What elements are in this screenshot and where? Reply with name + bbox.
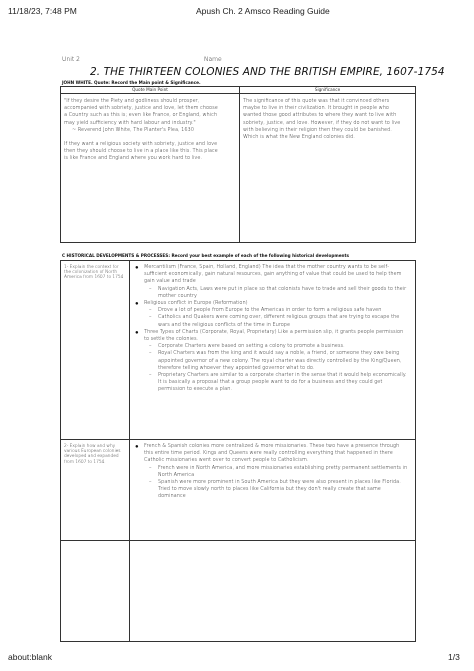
list-item: ● Mercantilism (France, Spain, Holland, England) The idea that the mother country wants to be self-sufficient economically, gain natural resources, gain anything of value that could be used to help them gain value and trade – Navigation Acts, Laws were put in place so that colonists have to trade and sell their goods to their mother country <box>144 264 409 300</box>
developments-table <box>60 260 416 642</box>
prompt-cell-empty <box>61 541 130 642</box>
significance-line: The significance of this quote was that it convinced others <box>243 98 390 104</box>
list-subitem: – Drove a lot of people from Europe to the Americas in order to form a religious safe haven <box>149 307 382 314</box>
print-title: Apush Ch. 2 Amsco Reading Guide <box>196 6 330 16</box>
significance-line: sobriety, justice, and love. However, if they do not want to live <box>243 119 401 126</box>
bullet-icon: ● <box>135 328 139 336</box>
significance-col-header: Significance <box>240 87 416 94</box>
name-label: Name <box>204 56 222 63</box>
answer-cell-empty <box>130 541 416 642</box>
prompt-cell <box>61 261 130 440</box>
quote-line: "If they desire the Piety and godliness should prosper, <box>64 98 200 104</box>
significance-line: wanted those good attributes to where they want to live with <box>243 112 397 119</box>
quote-col-header: Quote Main Point <box>61 87 240 94</box>
list-subitem: – Navigation Acts, Laws were put in place so that colonists have to trade and sell their goods to their mother country <box>149 285 407 299</box>
main-point-line: then they should choose to live in a place like this. This place <box>64 148 218 155</box>
list-subitem: – Royal Charters was from the king and it would say a noble, a friend, or someone they owe being appointed governor of a new colony. The royal charter was directly controlled by the King/Queen, therefore telling whoever they appointed governor what to do. <box>149 350 402 371</box>
list-item: ● Three Types of Charts (Corporate, Royal, Proprietary) Like a permission slip, it grants people permission to settle the colonies. – Corporate Charters were based on setting a colony to promote a business. – Royal Charters was from the king and it would say a noble, a friend, or someone they owe being appointed governor of a new colony. The royal charter was directly controlled by the King/Queen, therefore telling whoever they appointed governor what to do. – Proprietary Charters are similar to a corporate charter in the sense that it would help economically. It is basically a proposal that a group people want to do for a business and they could get permission to execute a plan. <box>144 329 409 394</box>
bullet-icon: ● <box>135 443 139 450</box>
prompt-cell <box>61 440 130 541</box>
page-title: 2. THE THIRTEEN COLONIES AND THE BRITISH EMPIRE, 1607-1754 <box>90 66 445 78</box>
quote-attribution: ~ Reverend John White, The Planter's Plea, 1630 <box>72 126 194 133</box>
unit-label: Unit 2 <box>62 56 80 63</box>
list-subitem: – Spanish were more prominent in South America but they were also present in places like Florida. Tried to move slowly north to places like California but they don't really create that same dominance <box>149 479 401 500</box>
list-subitem: – Corporate Charters were based on setting a colony to promote a business. <box>149 343 345 350</box>
main-point-line: If they want a religious society with sobriety, justice and love <box>64 141 218 148</box>
row-prompt: 2- Explain how and why various European colonies developed and expanded from 1607 to 1754. <box>64 444 121 465</box>
list-subitem: – Catholics and Quakers were coming over, different religious groups that are trying to escape the wars and the religious conflicts of the time in Europe <box>149 314 400 328</box>
print-url: about:blank <box>8 652 52 662</box>
answer-cell <box>130 440 416 541</box>
quote-line: may yield sufficiency with hard labour and industry." <box>64 119 196 126</box>
quote-table <box>60 86 416 243</box>
main-point-line: is like France and England where you work hard to live. <box>64 155 203 162</box>
print-datetime: 11/18/23, 7:48 PM <box>8 6 77 16</box>
row-prompt: 1- Explain the context for the colonization of North America from 1607 to 1754 <box>64 265 124 281</box>
quote-line: a Country such as this is; even like France, or England, which <box>64 112 218 119</box>
significance-line: maybe to live in their civilization. It brought in people who <box>243 105 389 112</box>
developments-instruction: C HISTORICAL DEVELOPMENTS & PROCESSES: Record your best example of each of the following historical developments <box>62 253 350 258</box>
bullet-icon: ● <box>135 300 139 308</box>
answer-cell <box>130 261 416 440</box>
list-subitem: – French were in North America, and more missionaries establishing pretty permanent settlements in North America <box>149 464 408 478</box>
significance-cell <box>240 94 416 243</box>
quote-cell <box>61 94 240 243</box>
bullet-icon: ● <box>135 264 139 271</box>
significance-line: with believing in their religion then they could be banished. <box>243 126 392 133</box>
print-page-number: 1/3 <box>448 652 460 662</box>
list-subitem: – Proprietary Charters are similar to a corporate charter in the sense that it would help economically. It is basically a proposal that a group people want to do for a business and they could get permission to execute a plan. <box>149 372 407 393</box>
significance-line: Which is what the New England colonies did. <box>243 134 355 141</box>
list-item: ● French & Spanish colonies more centralized & more missionaries. These two have a presence through this entire time period. Kings and Queens were really controlling everything that happened in there Catholic missionaries went over to convert people to Catholicism. – French were in North America, and more missionaries establishing pretty permanent settlements in North America – Spanish were more prominent in South America but they were also present in places like Florida. Tried to move slowly north to places like California but they don't really create that same dominance <box>135 443 408 500</box>
quote-line: accompanied with sobriety, justice and love, let them choose <box>64 105 218 112</box>
quote-instruction: JOHN WHITE. Quote: Record the Main point & Significance. <box>62 80 201 85</box>
list-item: ● Religious conflict in Europe (Reformation) – Drove a lot of people from Europe to the Americas in order to form a religious safe haven – Catholics and Quakers were coming over, different religious groups that are trying to escape the wars and the religious conflicts of the time in Europe <box>144 300 409 329</box>
